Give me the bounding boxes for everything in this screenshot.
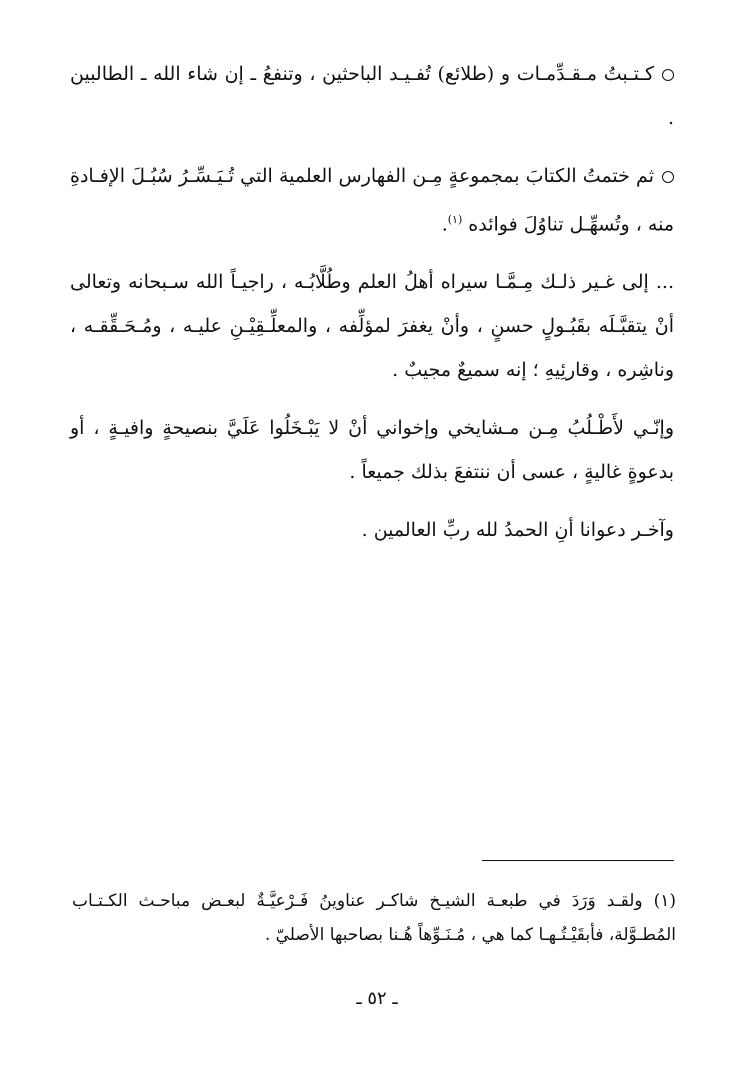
paragraph-supplication bbox=[70, 260, 674, 392]
page-number: ـ ٥٢ ـ bbox=[356, 988, 398, 1009]
paragraph-text: كـتـبتُ مـقـدِّمـات و (طلائع) تُفـيـد الباحثين ، وتنفعُ ـ إن شاء الله ـ الطالبين . bbox=[70, 63, 674, 129]
body-text bbox=[70, 52, 674, 566]
paragraph-text: ... إلى غـير ذلـك مِـمَّـا سيراه أهلُ العلم وطُلَّابُـه ، راجيـاً الله سـبحانه وتعالى أنْ يتقبَّـلَه بقَبُـولٍ حسنٍ ، وأنْ يغفرَ لمؤلِّفه ، والمعلِّـقِيْـنِ عليـه ، ومُـحَـقِّقـه ، وناشِره ، وقارئِيهِ ؛ إنه سميعٌ مجيبٌ . bbox=[70, 271, 674, 382]
paragraph-introductions bbox=[70, 52, 674, 140]
circle-bullet-icon bbox=[662, 171, 674, 183]
paragraph-text: ثم ختمتُ الكتابَ بمجموعةٍ مِـن الفهارس العلمية التي تُـيَـسِّـرُ سُبُـلَ الإفـادةِ منه ، وتُسهِّـل تناوُلَ فوائده bbox=[70, 165, 674, 236]
paragraph-indexes bbox=[70, 154, 674, 246]
footnote bbox=[72, 884, 676, 952]
circle-bullet-icon bbox=[662, 69, 674, 81]
paragraph-closing bbox=[70, 508, 674, 552]
paragraph-text: وإنّـي لأَطْـلُبُ مِـن مـشايخي وإخواني أنْ لا يَبْـخَلُوا عَلَيَّ بنصيحةٍ وافيـةٍ ، أو بدعوةٍ غاليةٍ ، عسى أن ننتفعَ بذلك جميعاً . bbox=[70, 417, 674, 484]
paragraph-end-mark: . bbox=[441, 213, 448, 236]
paragraph-request bbox=[70, 406, 674, 494]
footnote-reference: (١) bbox=[447, 213, 463, 226]
paragraph-text: وآخـر دعوانا أنِ الحمدُ لله ربِّ العالمين . bbox=[361, 519, 674, 542]
footnote-divider bbox=[482, 860, 674, 861]
footnote-text: (١) ولقـد وَرَدَ في طبعـة الشيـخ شاكـر عناوينُ فَـرْعيَّـةٌ لبعـض مباحـث الكـتـاب المُطـوَّلة، فأبقَيْـتُـهـا كما هي ، مُـنَـوِّهاً هُـنا بصاحبها الأصليّ . bbox=[72, 891, 676, 945]
